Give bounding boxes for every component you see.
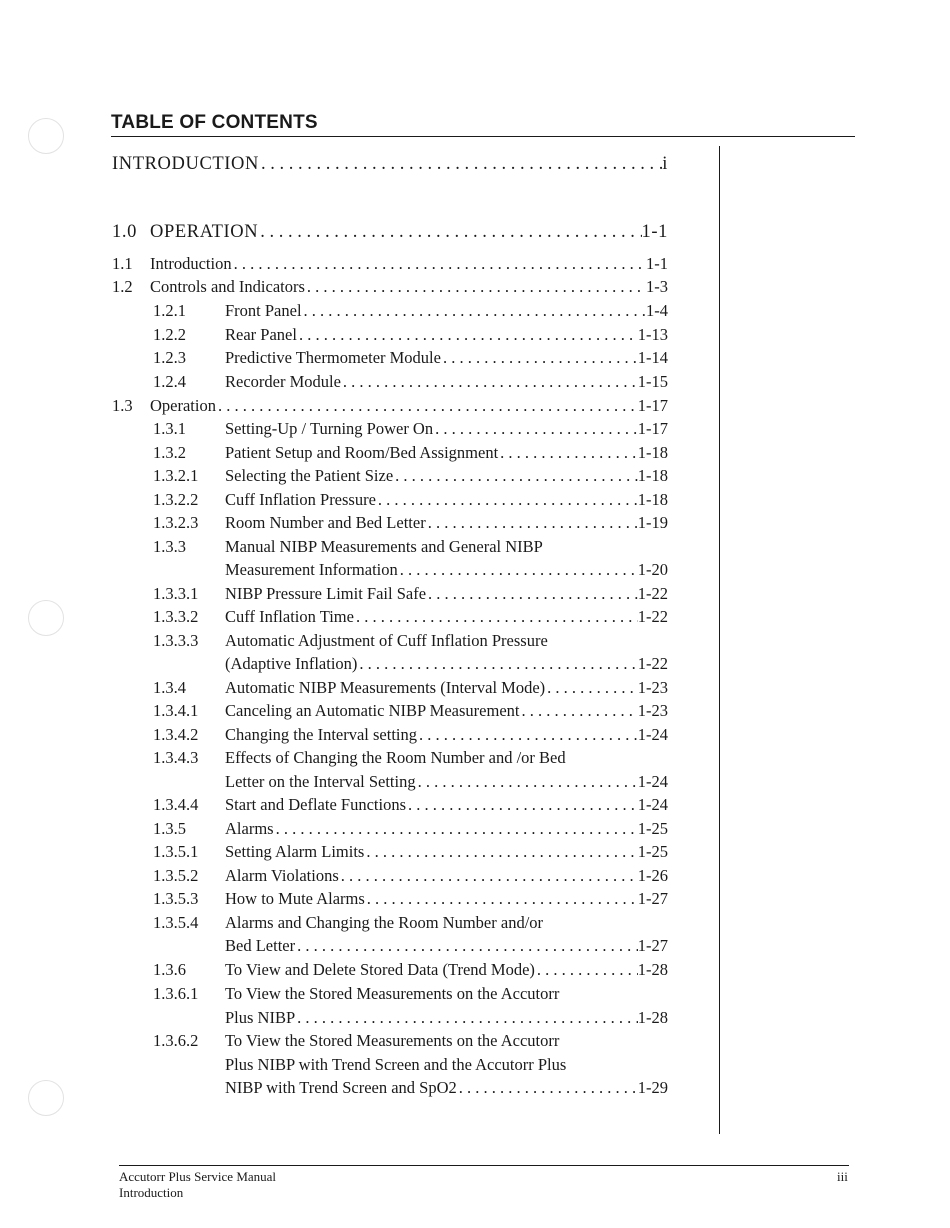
toc-entry-title-row: [225, 513, 668, 533]
toc-leader-dots: [406, 795, 638, 815]
toc-leader-dots: [357, 654, 637, 674]
toc-leader-dots: [376, 490, 638, 510]
toc-entry-title-row: [225, 772, 668, 792]
toc-entry-title-row: [225, 1055, 668, 1075]
toc-entry: [0, 513, 670, 535]
toc-entry-page: 1-23: [637, 701, 668, 720]
toc-entry: [0, 936, 670, 958]
toc-entry-title: Introduction: [150, 254, 232, 273]
toc-entry-page: 1-27: [637, 936, 668, 955]
toc-entry-title-row: [150, 254, 668, 274]
toc-entry-title-row: [225, 537, 668, 557]
toc-entry-number: 1.3.4: [153, 678, 186, 697]
toc-entry: [0, 1008, 670, 1030]
toc-entry: [0, 490, 670, 512]
toc-entry: [0, 866, 670, 888]
toc-entry-number: 1.3.1: [153, 419, 186, 438]
toc-entry-number: 1.2.2: [153, 325, 186, 344]
toc-entry-page: 1-17: [637, 396, 668, 415]
toc-entry-page: 1-28: [637, 1008, 668, 1027]
toc-entry-title-row: [225, 560, 668, 580]
toc-entry-title: Cuff Inflation Pressure: [225, 490, 376, 509]
toc-entry-title: Recorder Module: [225, 372, 341, 391]
toc-entry: [0, 419, 670, 441]
toc-entry-title: Letter on the Interval Setting: [225, 772, 416, 791]
toc-leader-dots: [302, 301, 646, 321]
toc-entry: [0, 396, 670, 418]
toc-leader-dots: [535, 960, 638, 980]
toc-entry-number: 1.3.6: [153, 960, 186, 979]
toc-entry-title: Plus NIBP with Trend Screen and the Accutorr Plus: [225, 1055, 567, 1074]
toc-entry-title-row: [225, 607, 668, 627]
toc-leader-dots: [232, 254, 646, 274]
toc-entry-title-row: [225, 466, 668, 486]
toc-entry-title: (Adaptive Inflation): [225, 654, 358, 673]
toc-entry-title: Manual NIBP Measurements and General NIBP: [225, 537, 543, 556]
toc-leader-dots: [339, 866, 638, 886]
toc-entry-title-row: [225, 301, 668, 321]
toc-entry-title: Room Number and Bed Letter: [225, 513, 426, 532]
toc-entry-number: 1.2: [112, 277, 133, 296]
toc-entry: [0, 466, 670, 488]
toc-entry-title: To View the Stored Measurements on the Accutorr: [225, 1031, 560, 1050]
toc-entry-title: Cuff Inflation Time: [225, 607, 354, 626]
toc-entry-title: NIBP with Trend Screen and SpO2: [225, 1078, 457, 1097]
toc-entry-title: Selecting the Patient Size: [225, 466, 394, 485]
toc-entry-title-row: [225, 866, 668, 886]
toc-entry-title: Plus NIBP: [225, 1008, 296, 1027]
toc-entry-title-row: [112, 154, 668, 175]
toc-leader-dots: [354, 607, 638, 627]
toc-entry: [0, 277, 670, 299]
toc-entry-title: Automatic NIBP Measurements (Interval Mode): [225, 678, 546, 697]
toc-entry: [0, 1031, 670, 1053]
toc-entry: [0, 1078, 670, 1100]
toc-entry: [0, 819, 670, 841]
toc-entry-title: Alarms: [225, 819, 274, 838]
toc-entry-title: Bed Letter: [225, 936, 296, 955]
toc-entry-title: Setting-Up / Turning Power On: [225, 419, 434, 438]
toc-entry-number: 1.3.3.2: [153, 607, 199, 626]
toc-entry-page: 1-29: [637, 1078, 668, 1097]
toc-entry-title-row: [225, 748, 668, 768]
toc-entry-title: NIBP Pressure Limit Fail Safe: [225, 584, 427, 603]
toc-entry: [0, 254, 670, 276]
toc-entry-page: 1-14: [637, 348, 668, 367]
toc-entry-number: 1.3.2.3: [153, 513, 199, 532]
toc-leader-dots: [216, 396, 638, 416]
toc-entry-title-row: [225, 348, 668, 368]
toc-entry-number: 1.3.4.4: [153, 795, 199, 814]
toc-entry-title: INTRODUCTION: [112, 154, 259, 174]
toc-entry-title-row: [225, 913, 668, 933]
toc-entry: [0, 678, 670, 700]
toc-entry-title-row: [225, 889, 668, 909]
footer-page-number: iii: [837, 1169, 848, 1184]
toc-entry-page: 1-18: [637, 443, 668, 462]
toc-entry-page: 1-19: [637, 513, 668, 532]
toc-entry-page: 1-20: [637, 560, 668, 579]
toc-leader-dots: [295, 936, 638, 956]
footer-section: Introduction: [119, 1185, 184, 1200]
toc-entry: [0, 984, 670, 1006]
toc-entry-title: Patient Setup and Room/Bed Assignment: [225, 443, 499, 462]
toc-entry-title: Alarm Violations: [225, 866, 339, 885]
toc-entry-number: 1.3.5.1: [153, 842, 199, 861]
toc-entry-title: To View and Delete Stored Data (Trend Mode): [225, 960, 535, 979]
toc-entry: [0, 560, 670, 582]
toc-entry-title-row: [225, 960, 668, 980]
toc-entry-title: Changing the Interval setting: [225, 725, 417, 744]
toc-entry-page: 1-3: [646, 277, 668, 296]
toc-leader-dots: [520, 701, 638, 721]
toc-leader-dots: [341, 372, 638, 392]
toc-entry-number: 1.3.6.1: [153, 984, 199, 1003]
toc-entry-page: 1-1: [641, 222, 668, 242]
toc-entry-page: 1-28: [637, 960, 668, 979]
toc-entry-title-row: [225, 325, 668, 345]
toc-entry-title-row: [150, 396, 668, 416]
toc-entry-title: How to Mute Alarms: [225, 889, 365, 908]
toc-leader-dots: [457, 1078, 638, 1098]
toc-entry: [0, 301, 670, 323]
toc-leader-dots: [305, 277, 646, 297]
toc-entry-title-row: [225, 584, 668, 604]
toc-entry: [0, 701, 670, 723]
toc-leader-dots: [498, 443, 638, 463]
toc-leader-dots: [416, 772, 638, 792]
toc-entry-page: 1-22: [637, 654, 668, 673]
toc-entry-title-row: [225, 419, 668, 439]
toc-entry-number: 1.3.5.2: [153, 866, 199, 885]
toc-entry-title-row: [225, 654, 668, 674]
toc-entry: [0, 772, 670, 794]
toc-entry-page: 1-18: [637, 466, 668, 485]
footer-manual-title: Accutorr Plus Service Manual: [119, 1169, 277, 1184]
toc-entry-page: 1-15: [637, 372, 668, 391]
toc-entry-title-row: [225, 725, 668, 745]
toc-entry-page: 1-23: [637, 678, 668, 697]
footer-rule: [119, 1165, 849, 1166]
toc-entry-title-row: [225, 842, 668, 862]
toc-entry-number: 1.1: [112, 254, 133, 273]
toc-entry-page: 1-17: [637, 419, 668, 438]
toc-entry-number: 1.2.3: [153, 348, 186, 367]
toc-leader-dots: [258, 222, 641, 243]
toc-entry-title: OPERATION: [150, 222, 259, 242]
toc-entry-title-row: [150, 277, 668, 297]
toc-entry-title-row: [225, 1008, 668, 1028]
toc-entry-title: Setting Alarm Limits: [225, 842, 365, 861]
toc-entry-number: 1.3.4.2: [153, 725, 199, 744]
toc-entry-title-row: [225, 678, 668, 698]
toc-entry: [0, 222, 670, 244]
toc-entry-title: Alarms and Changing the Room Number and/or: [225, 913, 544, 932]
toc-entry-page: 1-24: [637, 725, 668, 744]
toc-entry-title: Measurement Information: [225, 560, 398, 579]
toc-entry-page: 1-1: [646, 254, 668, 273]
toc-leader-dots: [426, 584, 638, 604]
toc-leader-dots: [441, 348, 638, 368]
toc-entry-title: Canceling an Automatic NIBP Measurement: [225, 701, 520, 720]
toc-entry-title-row: [225, 1031, 668, 1051]
toc-entry-title-row: [225, 443, 668, 463]
toc-entry: [0, 913, 670, 935]
toc-entry-number: 1.2.4: [153, 372, 186, 391]
toc-entry-number: 1.3.2.1: [153, 466, 199, 485]
toc-entry: [0, 1055, 670, 1077]
toc-leader-dots: [398, 560, 638, 580]
toc-entry-number: 1.3.2: [153, 443, 186, 462]
toc-entry: [0, 372, 670, 394]
toc-entry-number: 1.3.3.1: [153, 584, 199, 603]
toc-entry-number: 1.3.4.1: [153, 701, 199, 720]
toc-entry-number: 1.2.1: [153, 301, 186, 320]
toc-entry: [0, 725, 670, 747]
toc-entry-number: 1.3.5: [153, 819, 186, 838]
toc-entry-title: Effects of Changing the Room Number and /or Bed: [225, 748, 566, 767]
toc-leader-dots: [545, 678, 638, 698]
toc-entry-number: 1.3.3.3: [153, 631, 199, 650]
toc-leader-dots: [426, 513, 638, 533]
toc-entry-page: 1-13: [637, 325, 668, 344]
toc-leader-dots: [433, 419, 638, 439]
toc-entry-page: 1-22: [637, 607, 668, 626]
toc-entry: [0, 325, 670, 347]
toc-entry-title: Start and Deflate Functions: [225, 795, 407, 814]
toc-entry: [0, 842, 670, 864]
toc-entry-page: 1-27: [637, 889, 668, 908]
toc-entry-title-row: [225, 936, 668, 956]
toc-entry-number: 1.3.4.3: [153, 748, 199, 767]
toc-entry: [0, 631, 670, 653]
toc-entry: [0, 443, 670, 465]
toc-entry-title: Front Panel: [225, 301, 302, 320]
toc-heading: TABLE OF CONTENTS: [111, 112, 318, 133]
toc-entry: [0, 795, 670, 817]
toc-entry-title-row: [150, 222, 668, 243]
toc-leader-dots: [259, 154, 662, 175]
toc-entry: [0, 607, 670, 629]
toc-entry: [0, 960, 670, 982]
toc-entry: [0, 537, 670, 559]
toc-entry: [0, 154, 670, 176]
toc-leader-dots: [295, 1008, 638, 1028]
toc-entry-page: 1-22: [637, 584, 668, 603]
toc-entry-title: Operation: [150, 396, 216, 415]
toc-entry: [0, 654, 670, 676]
toc-entry-title-row: [225, 631, 668, 651]
toc-leader-dots: [274, 819, 638, 839]
toc-entry-title-row: [225, 819, 668, 839]
toc-entry-number: 1.3.2.2: [153, 490, 199, 509]
toc-entry-page: 1-18: [637, 490, 668, 509]
toc-entry-title-row: [225, 984, 668, 1004]
toc-entry: [0, 348, 670, 370]
toc-entry-title-row: [225, 1078, 668, 1098]
toc-entry-page: 1-25: [637, 842, 668, 861]
toc-leader-dots: [297, 325, 638, 345]
toc-entry-page: 1-24: [637, 795, 668, 814]
toc-entry-number: 1.3.3: [153, 537, 186, 556]
toc-entry-page: 1-25: [637, 819, 668, 838]
toc-entry-page: 1-24: [637, 772, 668, 791]
toc-entry: [0, 889, 670, 911]
toc-leader-dots: [417, 725, 638, 745]
toc-entry-number: 1.3.5.3: [153, 889, 199, 908]
toc-leader-dots: [365, 889, 638, 909]
toc-entry-title: Controls and Indicators: [150, 277, 305, 296]
toc-entry-title-row: [225, 701, 668, 721]
toc-entry-title-row: [225, 490, 668, 510]
toc-entry-number: 1.3: [112, 396, 133, 415]
toc-entry-page: i: [662, 154, 668, 174]
toc-entry-title: Rear Panel: [225, 325, 297, 344]
toc-entry-number: 1.3.6.2: [153, 1031, 199, 1050]
toc-entry-title: Predictive Thermometer Module: [225, 348, 441, 367]
toc-entry: [0, 584, 670, 606]
toc-entry-title-row: [225, 795, 668, 815]
toc-leader-dots: [393, 466, 638, 486]
toc-entry: [0, 748, 670, 770]
toc-leader-dots: [364, 842, 637, 862]
toc-entry-number: 1.0: [112, 222, 137, 242]
toc-entry-title-row: [225, 372, 668, 392]
toc-entry-title: To View the Stored Measurements on the Accutorr: [225, 984, 560, 1003]
toc-entry-page: 1-26: [637, 866, 668, 885]
toc-entry-page: 1-4: [646, 301, 668, 320]
toc-entry-number: 1.3.5.4: [153, 913, 199, 932]
toc-entry-title: Automatic Adjustment of Cuff Inflation Pressure: [225, 631, 548, 650]
